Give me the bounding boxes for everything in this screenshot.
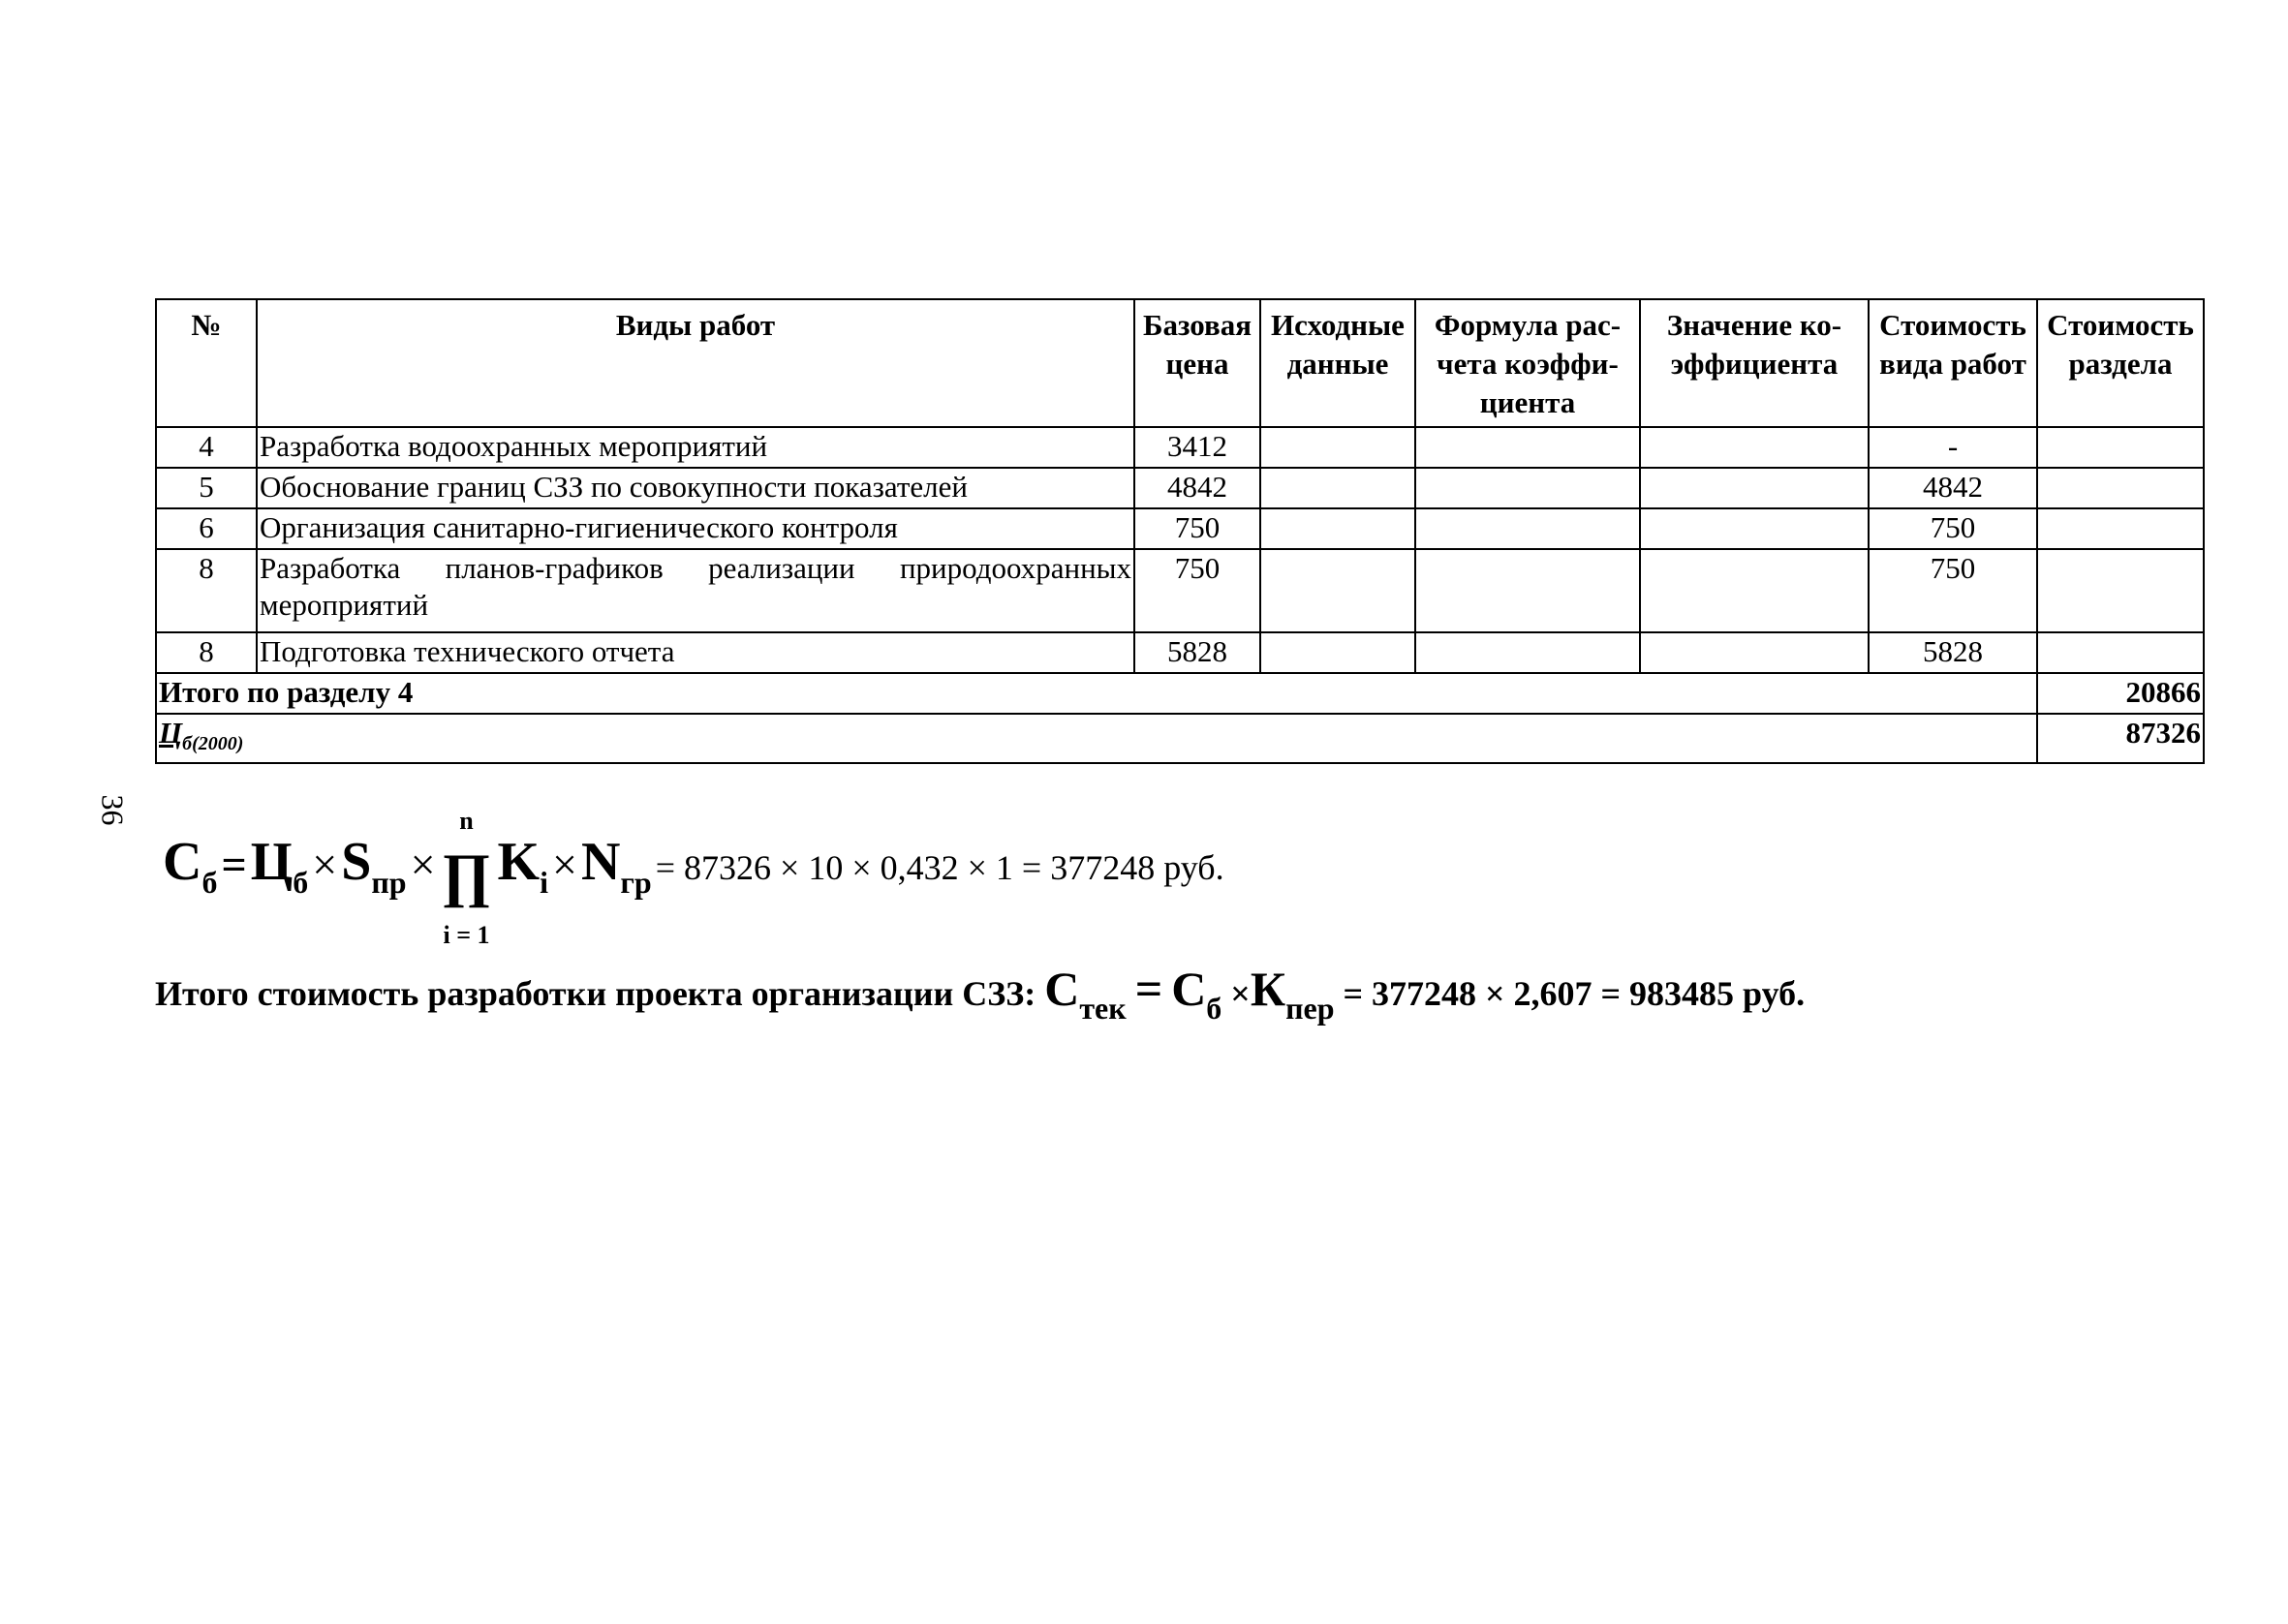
row-coef-value — [1640, 549, 1869, 632]
row-source-data — [1260, 549, 1415, 632]
header-coef-value: Значение ко- эффициента — [1640, 299, 1869, 427]
formula-k: $K_i$ — [497, 832, 548, 900]
row-source-data — [1260, 468, 1415, 508]
row-no: 6 — [156, 508, 257, 549]
header-formula: Формула рас- чета коэффи- циента — [1415, 299, 1640, 427]
row-no: 5 — [156, 468, 257, 508]
row-no: 8 — [156, 632, 257, 673]
formula-ts: $Ц_б$ — [250, 832, 309, 900]
row-base-price: 5828 — [1134, 632, 1260, 673]
row-formula — [1415, 427, 1640, 468]
total-calculation: = 377248 × 2,607 = 983485 руб. — [1343, 974, 1806, 1013]
row-section-cost — [2037, 427, 2204, 468]
base-cost-formula: $С_б = Ц_б \times S_{пр}$ × n ∏ i = 1 $K_i \times N_{гр} = 87326 \times 10 \times 0,432 \times 1 = 377248$ руб. — [163, 806, 1224, 949]
section-total-label: Итого по разделу 4 — [156, 673, 2037, 714]
table-row — [156, 549, 2204, 632]
total-cb: $С_б$ — [1171, 962, 1222, 1026]
total-label: Итого стоимость разработки проекта организации СЗЗ: — [155, 974, 1036, 1013]
row-coef-value — [1640, 427, 1869, 468]
row-name: Разработка планов-графиков реализации природоохранных мероприятий — [257, 549, 1134, 632]
row-base-price: 750 — [1134, 549, 1260, 632]
page-number: 36 — [95, 794, 131, 826]
row-section-cost — [2037, 632, 2204, 673]
table-row — [156, 427, 2204, 468]
formula-calculation: = 87326 × 10 × 0,432 × 1 = 377248 руб. — [655, 848, 1224, 887]
row-name: Обоснование границ СЗЗ по совокупности показателей — [257, 468, 1134, 508]
row-base-price: 750 — [1134, 508, 1260, 549]
row-formula — [1415, 468, 1640, 508]
row-base-price: 3412 — [1134, 427, 1260, 468]
row-no: 8 — [156, 549, 257, 632]
row-coef-value — [1640, 508, 1869, 549]
row-section-cost — [2037, 468, 2204, 508]
row-coef-value — [1640, 632, 1869, 673]
header-base-price: Базовая цена — [1134, 299, 1260, 427]
row-section-cost — [2037, 549, 2204, 632]
base-price-total-row — [156, 714, 2204, 763]
section-total-value: 20866 — [2037, 673, 2204, 714]
row-work-cost: 750 — [1869, 549, 2037, 632]
row-source-data — [1260, 427, 1415, 468]
row-work-cost: 750 — [1869, 508, 2037, 549]
base-price-total-value: 87326 — [2037, 714, 2204, 763]
row-section-cost — [2037, 508, 2204, 549]
section-total-row — [156, 673, 2204, 714]
row-source-data — [1260, 632, 1415, 673]
cost-table — [155, 298, 2205, 764]
row-name: Подготовка технического отчета — [257, 632, 1134, 673]
formula-n: $N_{гр}$ — [580, 832, 652, 900]
row-no: 4 — [156, 427, 257, 468]
total-k: $К_{пер}$ — [1250, 962, 1335, 1026]
total-c: $С_{тек}$ — [1044, 962, 1127, 1026]
formula-s: $S_{пр}$ — [341, 832, 407, 900]
table-header-row — [156, 299, 2204, 427]
row-formula — [1415, 632, 1640, 673]
table-row — [156, 508, 2204, 549]
row-source-data — [1260, 508, 1415, 549]
formula-c: $С_б$ — [163, 832, 218, 900]
total-cost-line: Итого стоимость разработки проекта организации СЗЗ: $С_{тек} = С_б \times К_{пер} = 377248 \times 2,607 = 983485$ руб. — [155, 962, 1806, 1026]
row-name: Разработка водоохранных мероприятий — [257, 427, 1134, 468]
product-symbol: n ∏ i = 1 — [442, 806, 492, 949]
base-price-total-label: $Ц_{б(2000)}$ — [156, 714, 2037, 763]
header-no: № — [156, 299, 257, 427]
table-row — [156, 632, 2204, 673]
header-section-cost: Стоимость раздела — [2037, 299, 2204, 427]
row-work-cost: 4842 — [1869, 468, 2037, 508]
row-name: Организация санитарно-гигиенического контроля — [257, 508, 1134, 549]
row-coef-value — [1640, 468, 1869, 508]
table-row — [156, 468, 2204, 508]
row-base-price: 4842 — [1134, 468, 1260, 508]
row-formula — [1415, 549, 1640, 632]
row-work-cost: - — [1869, 427, 2037, 468]
header-name: Виды работ — [257, 299, 1134, 427]
header-source-data: Исходные данные — [1260, 299, 1415, 427]
row-work-cost: 5828 — [1869, 632, 2037, 673]
header-work-cost: Стоимость вида работ — [1869, 299, 2037, 427]
row-formula — [1415, 508, 1640, 549]
